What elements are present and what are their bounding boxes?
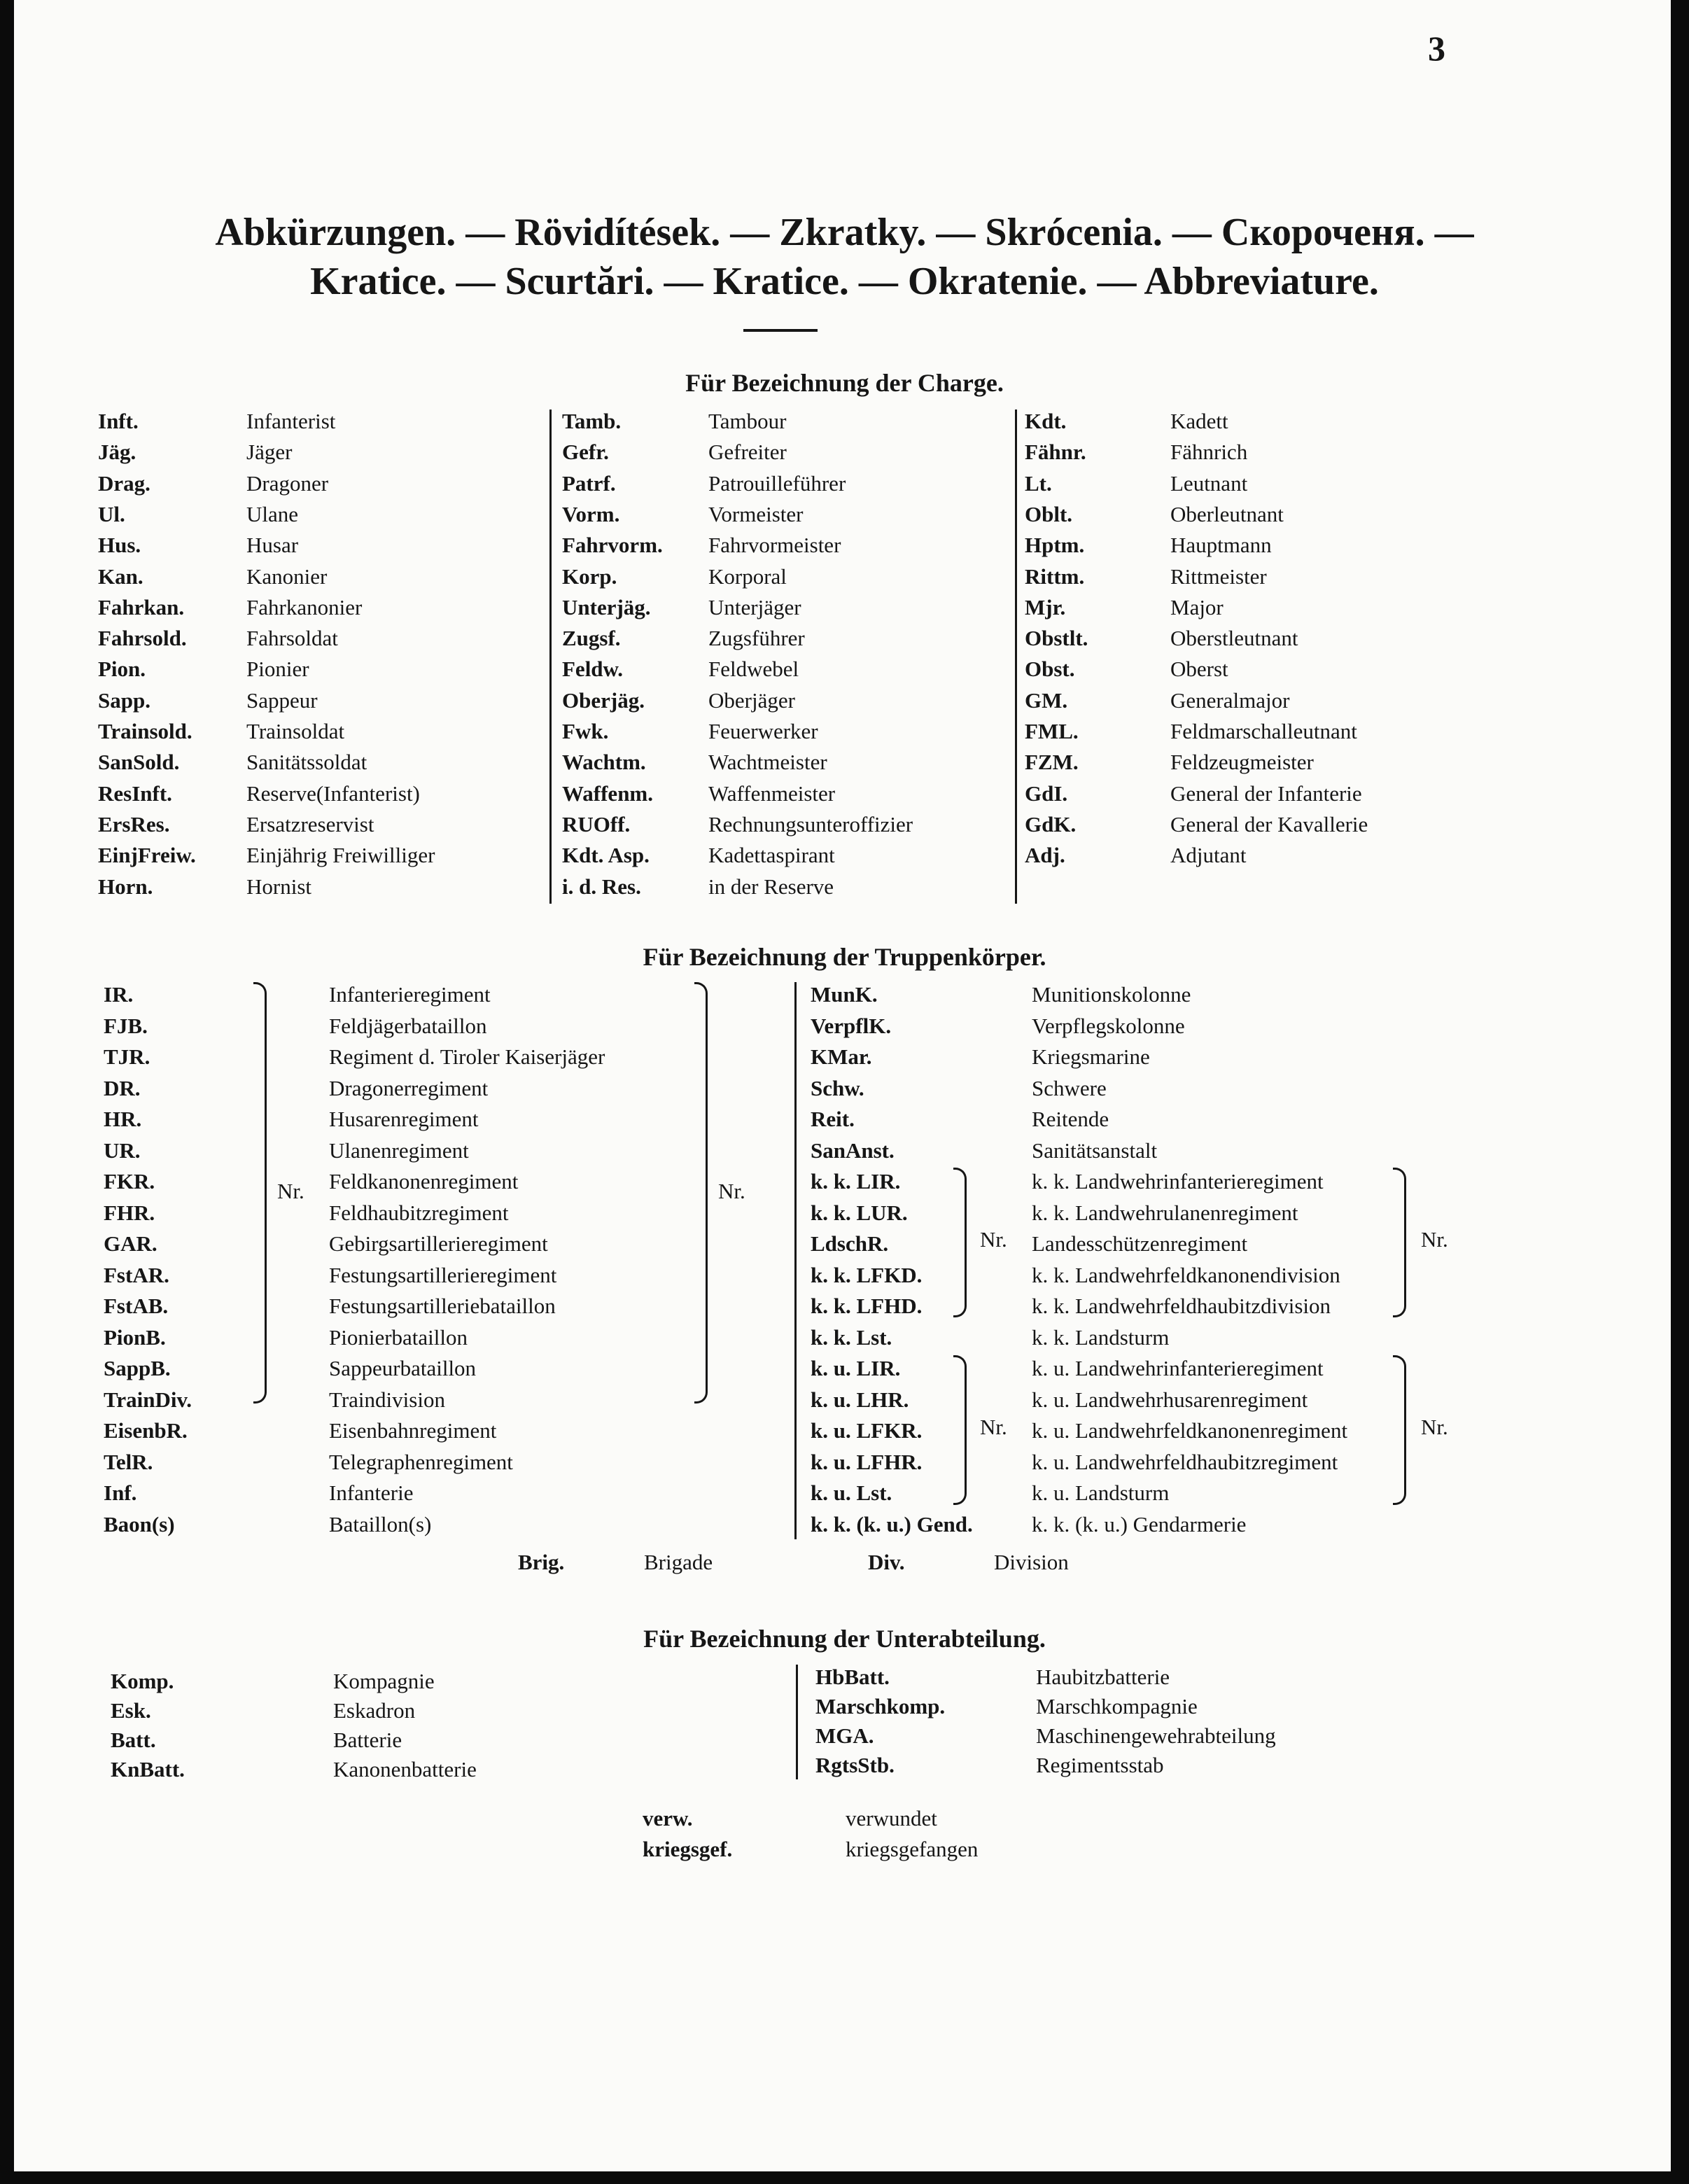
scan-border-left (0, 0, 14, 2184)
abbreviation: FstAR. (104, 1262, 169, 1287)
abbreviation: Reit. (811, 1107, 855, 1131)
abbreviation: Oberjäg. (562, 687, 645, 713)
abbreviation: k. k. LFHD. (811, 1294, 923, 1318)
expansion: Munitionskolonne (1032, 982, 1191, 1007)
title-rule (743, 329, 818, 332)
abbreviation: GdK. (1025, 811, 1077, 836)
expansion: Feldhaubitzregiment (329, 1200, 509, 1225)
abbreviation: i. d. Res. (562, 874, 641, 899)
expansion: Brigade (644, 1550, 713, 1574)
abbreviation: Kan. (98, 564, 143, 589)
expansion: Kriegsmarine (1032, 1044, 1150, 1069)
expansion: Major (1170, 594, 1224, 620)
nr-label: Nr. (980, 1415, 1007, 1439)
abbreviation: ErsRes. (98, 811, 170, 836)
abbreviation: k. k. LIR. (811, 1169, 901, 1194)
expansion: Hauptmann (1170, 533, 1272, 558)
expansion: Division (994, 1550, 1069, 1574)
expansion: Ersatzreservist (246, 811, 374, 836)
column-divider (549, 410, 552, 904)
nr-label: Nr. (718, 1179, 745, 1203)
extra-abbreviation (643, 1806, 937, 1831)
scan-border-bottom (0, 2171, 1689, 2184)
abbreviation: Inf. (104, 1480, 137, 1505)
abbreviation: k. k. LFKD. (811, 1262, 923, 1287)
abbreviation: Komp. (111, 1669, 174, 1693)
expansion: kriegsgefangen (846, 1837, 979, 1861)
expansion: Patrouilleführer (708, 470, 846, 496)
expansion: Tambour (708, 409, 787, 433)
column-divider (794, 982, 797, 1539)
expansion: Dragoner (246, 470, 329, 496)
expansion: Festungsartilleriebataillon (329, 1294, 556, 1318)
expansion: Reitende (1032, 1107, 1109, 1131)
expansion: Oberleutnant (1170, 501, 1284, 526)
expansion: Feldjägerbataillon (329, 1013, 487, 1038)
abbreviation: HbBatt. (815, 1665, 890, 1689)
expansion: Hornist (246, 874, 311, 899)
abbreviation: Sapp. (98, 687, 150, 713)
expansion: k. k. Landwehrfeldhaubitzdivision (1032, 1294, 1331, 1318)
expansion: Fahrkanonier (246, 594, 363, 620)
scan-border-right (1671, 0, 1689, 2184)
expansion: Unterjäger (708, 594, 801, 620)
expansion: General der Infanterie (1170, 780, 1362, 806)
page-number: 3 (1428, 29, 1445, 68)
abbreviation: verw. (643, 1806, 693, 1830)
expansion: k. k. Landwehrulanenregiment (1032, 1200, 1298, 1225)
expansion: Feldmarschalleutnant (1170, 719, 1357, 743)
bracket (694, 982, 708, 1404)
expansion: Einjährig Freiwilliger (246, 843, 435, 868)
abbreviation: SappB. (104, 1356, 171, 1380)
bracket (1393, 1168, 1406, 1317)
expansion: Marschkompagnie (1036, 1694, 1198, 1718)
abbreviation: Drag. (98, 470, 150, 496)
abbreviation: IR. (104, 982, 134, 1007)
expansion: Verpflegskolonne (1032, 1013, 1185, 1038)
abbreviation: Fähnr. (1025, 440, 1086, 465)
abbreviation: MGA. (815, 1723, 874, 1748)
abbreviation: MunK. (811, 982, 878, 1007)
expansion: Gebirgsartillerieregiment (329, 1231, 548, 1256)
abbreviation: Vorm. (562, 501, 620, 526)
abbreviation: Div. (868, 1550, 905, 1574)
expansion: Dragonerregiment (329, 1075, 489, 1100)
expansion: Generalmajor (1170, 687, 1290, 713)
abbreviation: Obstlt. (1025, 626, 1088, 651)
expansion: Pionierbataillon (329, 1324, 468, 1350)
expansion: Wachtmeister (708, 750, 827, 775)
abbreviation: TJR. (104, 1044, 150, 1069)
abbreviation: k. k. Lst. (811, 1324, 892, 1350)
abbreviation: Inft. (98, 409, 139, 433)
abbreviation: Kdt. (1025, 409, 1067, 433)
abbreviation: Fwk. (562, 719, 609, 743)
abbreviation: Fahrvorm. (562, 533, 663, 558)
expansion: Jäger (246, 440, 293, 465)
expansion: Kadett (1170, 409, 1228, 433)
expansion: k. u. Landsturm (1032, 1480, 1170, 1505)
abbreviation: kriegsgef. (643, 1837, 733, 1861)
abbreviation: FKR. (104, 1169, 155, 1194)
abbreviation: Kdt. Asp. (562, 843, 650, 868)
section-heading-subunits: Für Bezeichnung der Unterabteilung. (643, 1625, 1046, 1653)
expansion: k. u. Landwehrfeldkanonenregiment (1032, 1418, 1348, 1443)
abbreviation: SanAnst. (811, 1138, 895, 1163)
column-divider (1015, 410, 1017, 904)
expansion: Schwere (1032, 1075, 1107, 1100)
abbreviation: TelR. (104, 1449, 153, 1474)
abbreviation: EisenbR. (104, 1418, 188, 1443)
abbreviation: Mjr. (1025, 594, 1066, 620)
extra-abbreviation (868, 1550, 1069, 1575)
abbreviation: FZM. (1025, 750, 1079, 775)
expansion: Reserve(Infanterist) (246, 780, 420, 806)
abbreviation: Marschkomp. (815, 1694, 946, 1718)
nr-label: Nr. (1421, 1415, 1448, 1439)
expansion: Landesschützenregiment (1032, 1231, 1248, 1256)
abbreviation: k. u. LFKR. (811, 1418, 923, 1443)
expansion: k. u. Landwehrfeldhaubitzregiment (1032, 1449, 1338, 1474)
expansion: Eisenbahnregiment (329, 1418, 497, 1443)
abbreviation: Obst. (1025, 657, 1075, 682)
expansion: Korporal (708, 564, 787, 589)
abbreviation: Adj. (1025, 843, 1065, 868)
expansion: Oberstleutnant (1170, 626, 1298, 651)
expansion: General der Kavallerie (1170, 811, 1368, 836)
abbreviation: GdI. (1025, 780, 1068, 806)
extra-abbreviation (643, 1837, 978, 1862)
abbreviation: Lt. (1025, 470, 1052, 496)
expansion: k. k. Landsturm (1032, 1324, 1170, 1350)
abbreviation: Brig. (518, 1550, 565, 1574)
expansion: Sappeur (246, 687, 318, 713)
abbreviation: GAR. (104, 1231, 157, 1256)
column-divider (796, 1665, 798, 1779)
abbreviation: k. u. LHR. (811, 1387, 909, 1412)
expansion: Kanonenbatterie (333, 1757, 477, 1782)
expansion: Husar (246, 533, 299, 558)
abbreviation: ResInft. (98, 780, 172, 806)
abbreviation: RgtsStb. (815, 1753, 895, 1777)
expansion: Trainsoldat (246, 719, 345, 743)
expansion: Feldzeugmeister (1170, 750, 1314, 775)
expansion: Zugsführer (708, 626, 805, 651)
abbreviation: Hus. (98, 533, 141, 558)
expansion: Eskadron (333, 1698, 416, 1723)
expansion: Rechnungsunteroffizier (708, 811, 913, 836)
abbreviation: Ul. (98, 501, 125, 526)
expansion: Batterie (333, 1728, 402, 1752)
abbreviation: Unterjäg. (562, 594, 651, 620)
abbreviation: Patrf. (562, 470, 616, 496)
expansion: Regimentsstab (1036, 1753, 1164, 1777)
expansion: Haubitzbatterie (1036, 1665, 1170, 1689)
abbreviation: Fahrkan. (98, 594, 185, 620)
page-title-line-2: Kratice. — Scurtări. — Kratice. — Okratenie. — Abbreviature. (310, 260, 1379, 303)
abbreviation: SanSold. (98, 750, 180, 775)
expansion: Infanterist (246, 409, 336, 433)
expansion: Adjutant (1170, 843, 1247, 868)
expansion: k. u. Landwehrhusarenregiment (1032, 1387, 1308, 1412)
bracket (953, 1168, 967, 1317)
abbreviation: DR. (104, 1075, 141, 1100)
abbreviation: Jäg. (98, 440, 136, 465)
expansion: Oberst (1170, 657, 1228, 682)
expansion: Kompagnie (333, 1669, 435, 1693)
abbreviation: GM. (1025, 687, 1068, 713)
nr-label: Nr. (277, 1179, 304, 1203)
abbreviation: k. k. (k. u.) Gend. (811, 1511, 973, 1536)
abbreviation: Trainsold. (98, 719, 192, 743)
abbreviation: Rittm. (1025, 564, 1085, 589)
expansion: Kanonier (246, 564, 328, 589)
nr-label: Nr. (1421, 1227, 1448, 1252)
abbreviation: KMar. (811, 1044, 872, 1069)
abbreviation: Wachtm. (562, 750, 646, 775)
abbreviation: VerpflK. (811, 1013, 892, 1038)
abbreviation: LdschR. (811, 1231, 889, 1256)
expansion: k. k. Landwehrinfanterieregiment (1032, 1169, 1324, 1194)
bracket (1393, 1355, 1406, 1505)
expansion: verwundet (846, 1806, 937, 1830)
expansion: Infanterieregiment (329, 982, 491, 1007)
bracket (253, 982, 267, 1404)
expansion: Ulanenregiment (329, 1138, 469, 1163)
expansion: Feldwebel (708, 657, 799, 682)
expansion: Kadettaspirant (708, 843, 835, 868)
abbreviation: RUOff. (562, 811, 631, 836)
abbreviation: Tamb. (562, 409, 622, 433)
abbreviation: HR. (104, 1107, 142, 1131)
abbreviation: Korp. (562, 564, 617, 589)
abbreviation: Hptm. (1025, 533, 1085, 558)
abbreviation: Pion. (98, 657, 146, 682)
expansion: Gefreiter (708, 440, 787, 465)
expansion: Fahrsoldat (246, 626, 338, 651)
expansion: Feldkanonenregiment (329, 1169, 519, 1194)
expansion: Leutnant (1170, 470, 1248, 496)
abbreviation: PionB. (104, 1324, 166, 1350)
abbreviation: Feldw. (562, 657, 623, 682)
expansion: Bataillon(s) (329, 1511, 432, 1536)
abbreviation: k. u. LIR. (811, 1356, 901, 1380)
expansion: Oberjäger (708, 687, 795, 713)
expansion: Festungsartillerieregiment (329, 1262, 557, 1287)
expansion: Maschinengewehrabteilung (1036, 1723, 1276, 1748)
abbreviation: Gefr. (562, 440, 609, 465)
abbreviation: EinjFreiw. (98, 843, 196, 868)
abbreviation: FstAB. (104, 1294, 169, 1318)
abbreviation: FHR. (104, 1200, 155, 1225)
abbreviation: Baon(s) (104, 1511, 175, 1536)
expansion: k. u. Landwehrinfanterieregiment (1032, 1356, 1324, 1380)
expansion: Ulane (246, 501, 299, 526)
expansion: k. k. Landwehrfeldkanonendivision (1032, 1262, 1340, 1287)
abbreviation: k. k. LUR. (811, 1200, 908, 1225)
abbreviation: FJB. (104, 1013, 148, 1038)
expansion: Fähnrich (1170, 440, 1248, 465)
expansion: Sanitätssoldat (246, 750, 367, 775)
abbreviation: Waffenm. (562, 780, 654, 806)
expansion: k. k. (k. u.) Gendarmerie (1032, 1511, 1247, 1536)
abbreviation: Horn. (98, 874, 153, 899)
expansion: Infanterie (329, 1480, 414, 1505)
expansion: Waffenmeister (708, 780, 836, 806)
abbreviation: k. u. LFHR. (811, 1449, 923, 1474)
expansion: in der Reserve (708, 874, 834, 899)
expansion: Sanitätsanstalt (1032, 1138, 1158, 1163)
abbreviation: Zugsf. (562, 626, 621, 651)
expansion: Telegraphenregiment (329, 1449, 513, 1474)
page-title-line-1: Abkürzungen. — Rövidítések. — Zkratky. — Skrócenia. — Скороченя. — (215, 211, 1474, 254)
expansion: Vormeister (708, 501, 804, 526)
expansion: Rittmeister (1170, 564, 1267, 589)
abbreviation: Fahrsold. (98, 626, 187, 651)
abbreviation: UR. (104, 1138, 141, 1163)
expansion: Feuerwerker (708, 719, 818, 743)
abbreviation: FML. (1025, 719, 1079, 743)
abbreviation: KnBatt. (111, 1757, 185, 1782)
bracket (953, 1355, 967, 1505)
expansion: Sappeurbataillon (329, 1356, 477, 1380)
section-heading-charge: Für Bezeichnung der Charge. (685, 369, 1004, 397)
extra-abbreviation (518, 1550, 713, 1575)
abbreviation: TrainDiv. (104, 1387, 192, 1412)
abbreviation: Schw. (811, 1075, 864, 1100)
abbreviation: k. u. Lst. (811, 1480, 892, 1505)
abbreviation: Oblt. (1025, 501, 1073, 526)
expansion: Pionier (246, 657, 309, 682)
expansion: Fahrvormeister (708, 533, 841, 558)
expansion: Traindivision (329, 1387, 445, 1412)
nr-label: Nr. (980, 1227, 1007, 1252)
expansion: Husarenregiment (329, 1107, 479, 1131)
abbreviation: Esk. (111, 1698, 151, 1723)
section-heading-troops: Für Bezeichnung der Truppenkörper. (643, 943, 1046, 971)
abbreviation: Batt. (111, 1728, 156, 1752)
expansion: Regiment d. Tiroler Kaiserjäger (329, 1044, 605, 1069)
